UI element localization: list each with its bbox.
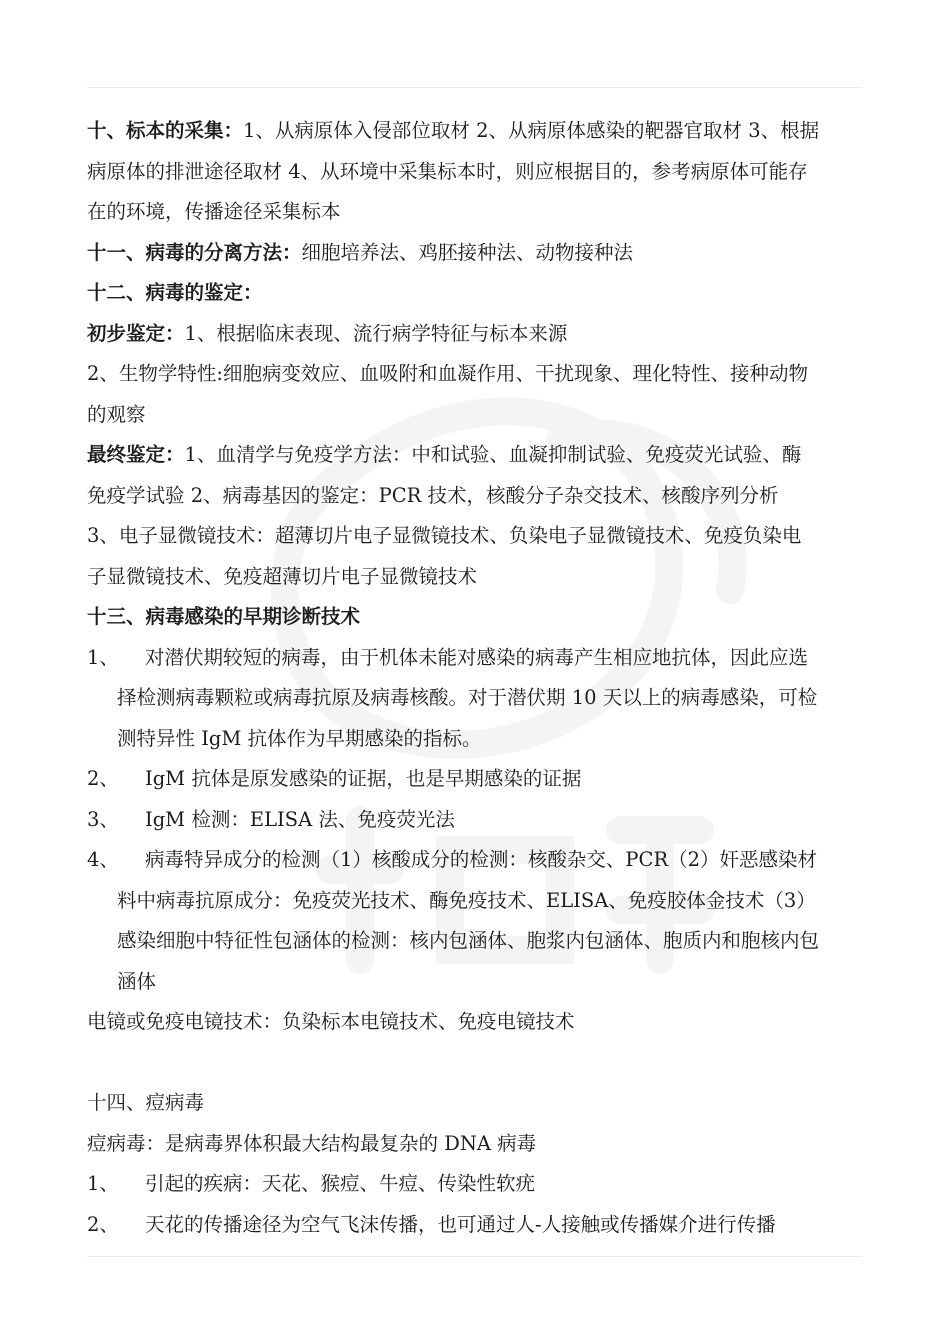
section-10-cont-2: 在的环境，传播途径采集标本 xyxy=(87,200,341,223)
list-item-number: 1、 xyxy=(87,645,119,669)
list-item-line: 感染细胞中特征性包涵体的检测：核内包涵体、胞浆内包涵体、胞质内和胞核内包 xyxy=(117,929,820,952)
section-14-heading: 十四、痘病毒 xyxy=(87,1091,205,1114)
list-item xyxy=(87,1164,867,1205)
final-line xyxy=(87,435,867,476)
list-item-line: 天花的传播途径为空气飞沫传播，也可通过人-人接触或传播媒介进行传播 xyxy=(145,1212,776,1236)
section-13-tail: 电镜或免疫电镜技术：负染标本电镜技术、免疫电镜技术 xyxy=(87,1010,575,1033)
section-11-line xyxy=(87,233,867,274)
final-line-3: 3、电子显微镜技术：超薄切片电子显微镜技术、负染电子显微镜技术、免疫负染电 xyxy=(87,524,802,547)
list-item-line: IgM 抗体是原发感染的证据，也是早期感染的证据 xyxy=(145,767,582,790)
list-item-line: 引起的疾病：天花、猴痘、牛痘、传染性软疣 xyxy=(145,1172,536,1195)
list-item-line: 择检测病毒颗粒或病毒抗原及病毒核酸。对于潜伏期 10 天以上的病毒感染，可检 xyxy=(117,686,818,709)
list-item-line: IgM 检测：ELISA 法、免疫荧光法 xyxy=(145,807,455,831)
list-item-number: 2、 xyxy=(87,767,119,790)
list-item-line: 对潜伏期较短的病毒，由于机体未能对感染的病毒产生相应地抗体，因此应选 xyxy=(145,645,809,669)
list-item xyxy=(87,840,867,1002)
prelim-line-3: 的观察 xyxy=(87,402,146,426)
section-11-text: 细胞培养法、鸡胚接种法、动物接种法 xyxy=(301,240,634,264)
final-heading: 最终鉴定： xyxy=(87,443,185,466)
prelim-text: 1、根据临床表现、流行病学特征与标本来源 xyxy=(184,321,568,345)
list-item xyxy=(87,800,867,841)
footer-rule xyxy=(87,1256,862,1257)
section-10-line xyxy=(87,111,867,152)
section-13-heading: 十三、病毒感染的早期诊断技术 xyxy=(87,605,361,628)
list-item-line: 料中病毒抗原成分：免疫荧光技术、酶免疫技术、ELISA、免疫胶体金技术（3） xyxy=(117,888,816,912)
final-line-4: 子显微镜技术、免疫超薄切片电子显微镜技术 xyxy=(87,564,478,588)
final-line-2: 免疫学试验 2、病毒基因的鉴定：PCR 技术，核酸分子杂交技术、核酸序列分析 xyxy=(87,483,779,507)
list-item xyxy=(87,759,867,800)
list-item xyxy=(87,638,867,760)
prelim-heading: 初步鉴定： xyxy=(87,321,185,345)
section-12-heading: 十二、病毒的鉴定： xyxy=(87,281,263,304)
document-body xyxy=(87,111,867,1245)
section-10-cont-1: 病原体的排泄途径取材 4、从环境中采集标本时，则应根据目的，参考病原体可能存 xyxy=(87,159,808,183)
header-rule xyxy=(87,87,862,88)
prelim-line-2: 2、生物学特性:细胞病变效应、血吸附和血凝作用、干扰现象、理化特性、接种动物 xyxy=(87,362,808,385)
section-14-intro: 痘病毒：是病毒界体积最大结构最复杂的 DNA 病毒 xyxy=(87,1131,537,1155)
section-11-heading: 十一、病毒的分离方法： xyxy=(87,240,302,264)
section-10-heading: 十、标本的采集： xyxy=(87,119,244,142)
list-item-number: 2、 xyxy=(87,1212,119,1236)
final-text: 1、血清学与免疫学方法：中和试验、血凝抑制试验、免疫荧光试验、酶 xyxy=(184,443,802,466)
list-item-line: 测特异性 IgM 抗体作为早期感染的指标。 xyxy=(117,726,482,750)
list-item-number: 3、 xyxy=(87,807,119,831)
list-item-line: 涵体 xyxy=(117,969,157,993)
section-10-text: 1、从病原体入侵部位取材 2、从病原体感染的靶器官取材 3、根据 xyxy=(243,119,820,142)
spacer xyxy=(87,1043,867,1084)
list-item xyxy=(87,1205,867,1246)
list-item-number: 4、 xyxy=(87,848,119,871)
list-item-line: 病毒特异成分的检测（1）核酸成分的检测：核酸杂交、PCR（2）奸恶感染材 xyxy=(145,848,818,871)
prelim-line xyxy=(87,314,867,355)
list-item-number: 1、 xyxy=(87,1172,119,1195)
